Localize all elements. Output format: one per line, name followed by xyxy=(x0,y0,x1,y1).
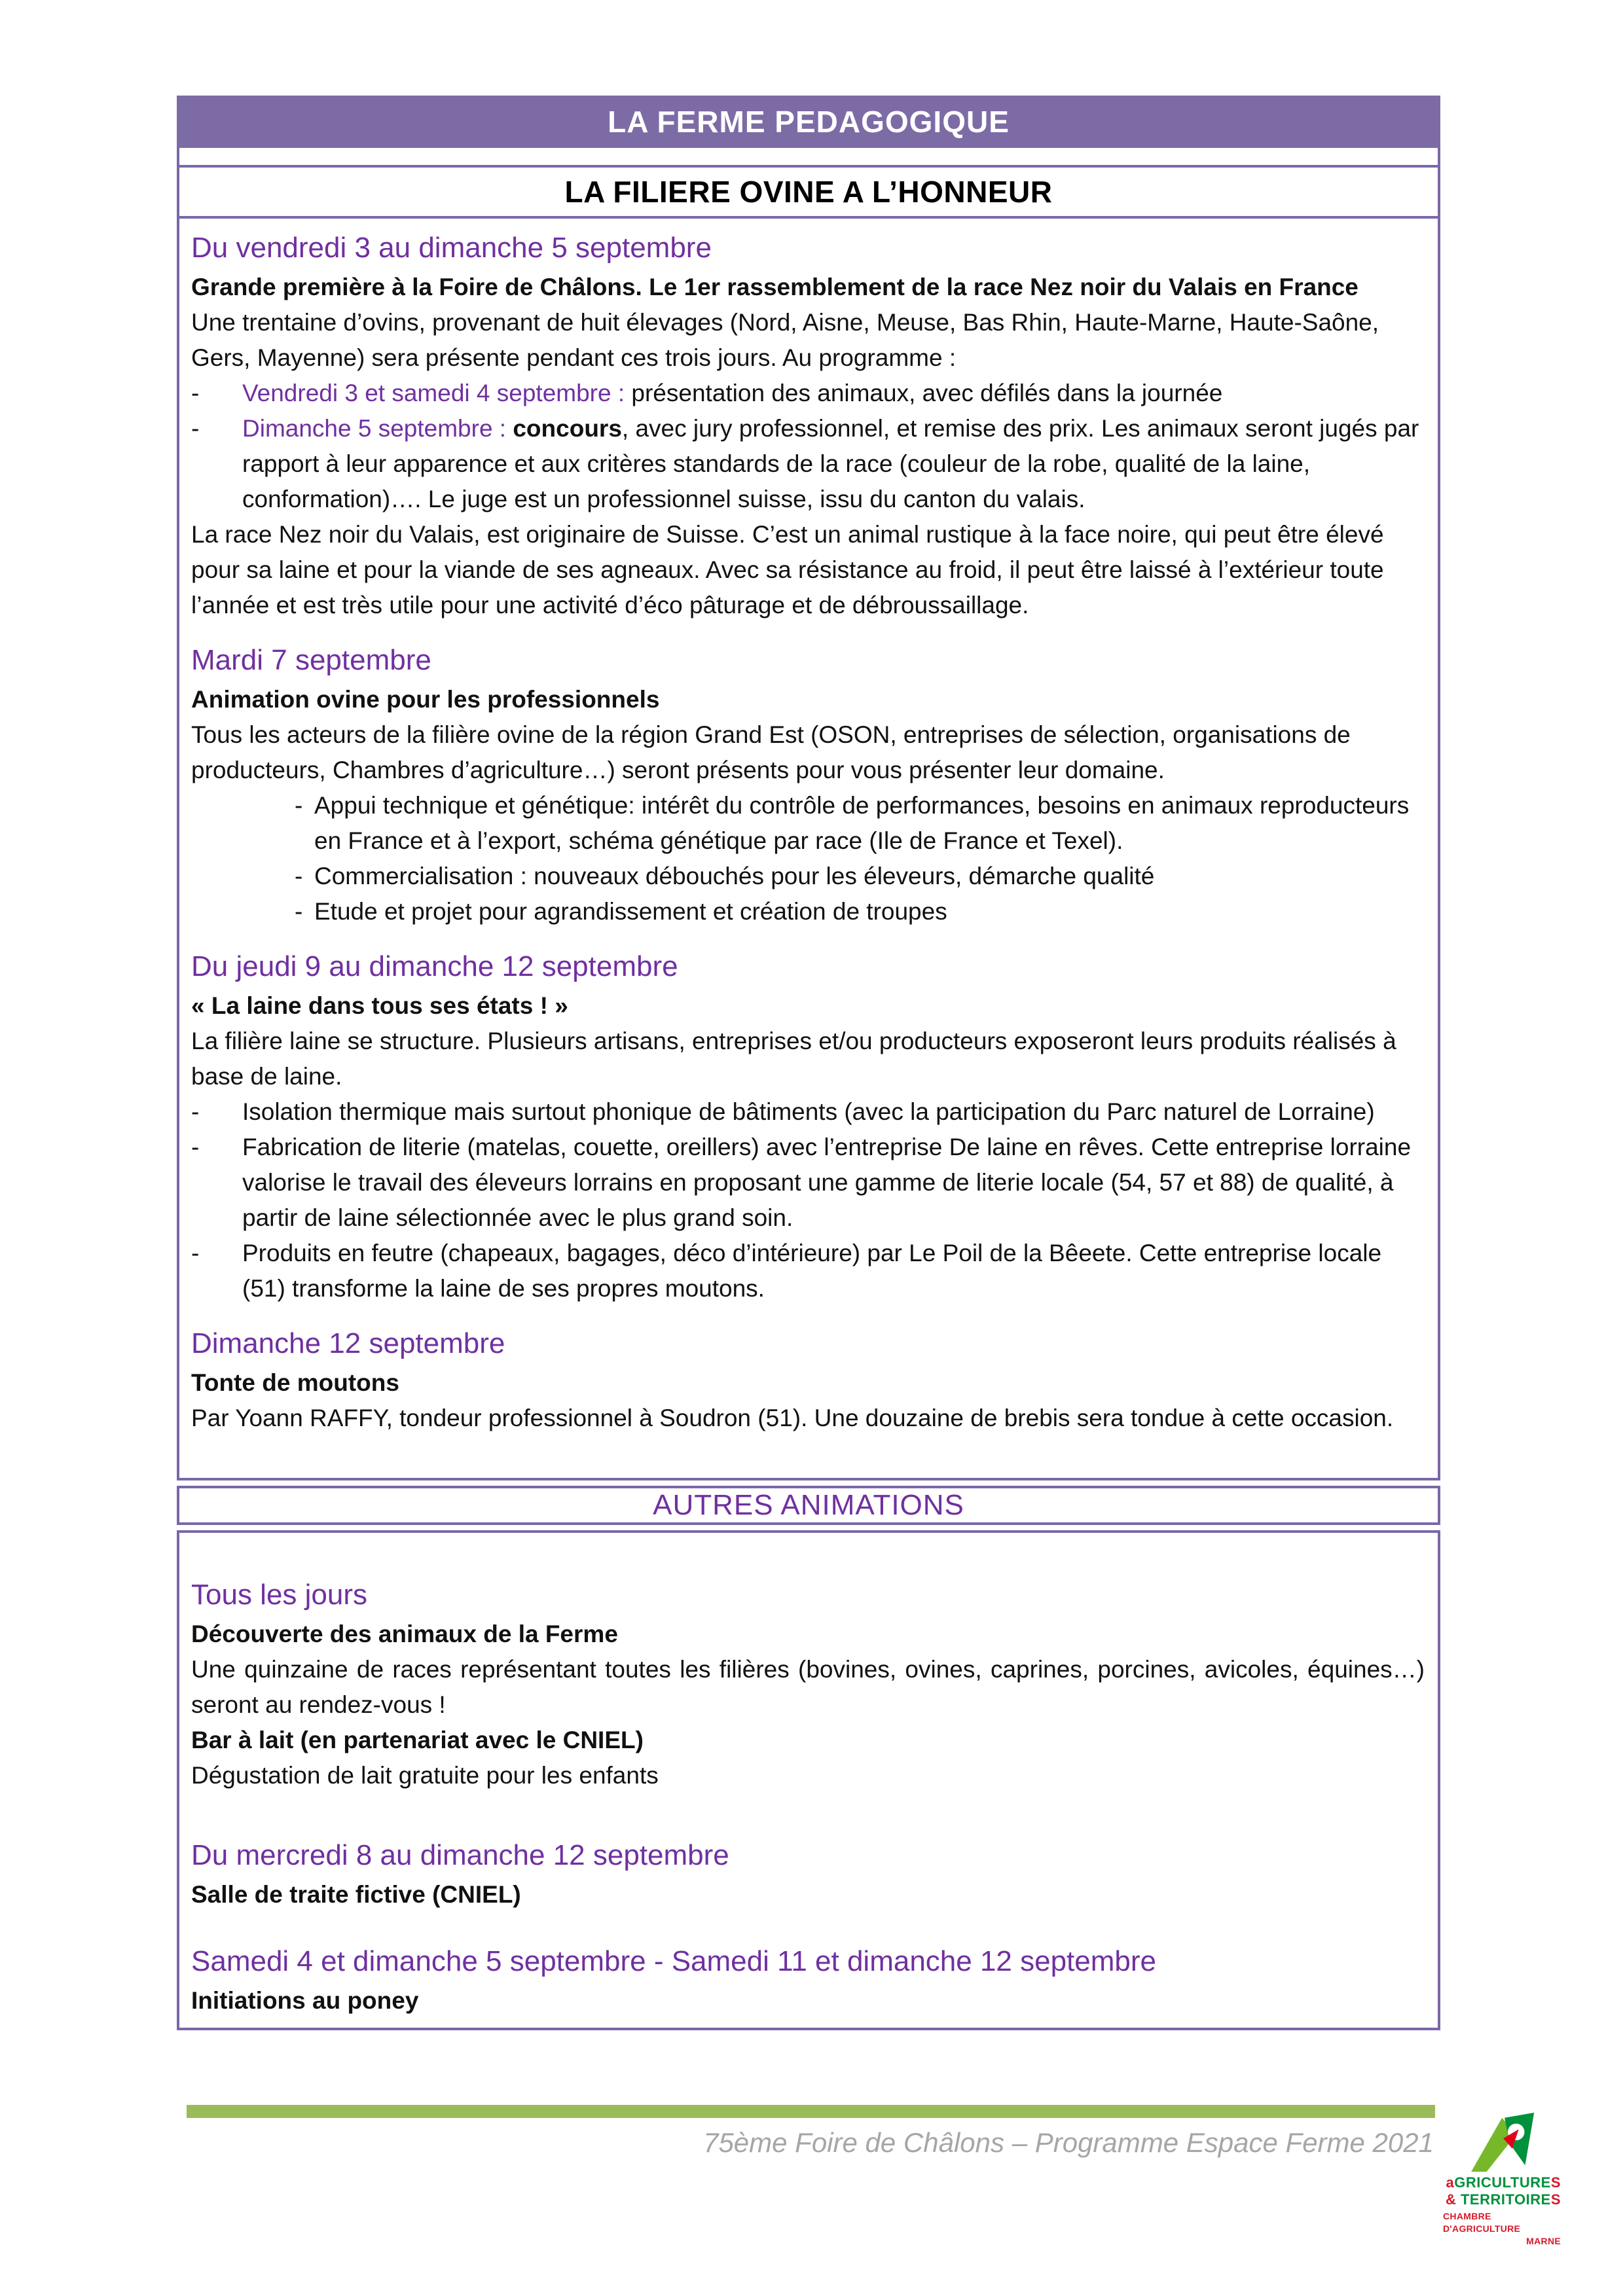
logo-line-territoires xyxy=(1446,2191,1561,2208)
section-heading: Tous les jours xyxy=(191,1579,368,1611)
banner xyxy=(177,96,1440,148)
section-lead: Tonte de moutons xyxy=(191,1369,399,1396)
section-lead: Animation ovine pour les professionnels xyxy=(191,686,660,713)
box-gap xyxy=(177,1525,1440,1530)
list-item xyxy=(191,1094,1425,1130)
bullet-dash: - xyxy=(295,898,303,925)
section-lead: Bar à lait (en partenariat avec le CNIEL) xyxy=(191,1727,644,1753)
org-logo xyxy=(1443,2110,1561,2247)
logo-line-chambre: CHAMBRE D'AGRICULTURE xyxy=(1443,2211,1521,2234)
list-item-text: Isolation thermique mais surtout phonique de bâtiments (avec la participation du Parc naturel de Lorraine) xyxy=(242,1098,1375,1125)
autres-title-row xyxy=(177,1486,1440,1525)
logo-text-run: & xyxy=(1445,2191,1457,2208)
autres-title: AUTRES ANIMATIONS xyxy=(653,1489,964,1521)
logo-line-marne: MARNE xyxy=(1526,2236,1561,2246)
spacer-row xyxy=(177,148,1440,165)
logo-text-run: S xyxy=(1550,2191,1561,2208)
section-heading: Du vendredi 3 au dimanche 5 septembre xyxy=(191,232,712,264)
section-heading: Mardi 7 septembre xyxy=(191,644,431,676)
document-body xyxy=(177,96,1440,2030)
bullet-dash: - xyxy=(191,415,200,442)
section-lead: « La laine dans tous ses états ! » xyxy=(191,992,568,1019)
autres-content-box xyxy=(177,1530,1440,2030)
section-lead: Salle de traite fictive (CNIEL) xyxy=(191,1881,521,1908)
section-heading: Du jeudi 9 au dimanche 12 septembre xyxy=(191,950,678,982)
paragraph: Par Yoann RAFFY, tondeur professionnel à Soudron (51). Une douzaine de brebis sera tondue à cette occasion. xyxy=(191,1405,1394,1431)
section-lead: Initiations au poney xyxy=(191,1987,419,2014)
bullet-dash: - xyxy=(191,1134,200,1160)
list-item-lead: Vendredi 3 et samedi 4 septembre : xyxy=(242,380,632,406)
section-lead: Grande première à la Foire de Châlons. Le 1er rassemblement de la race Nez noir du Valais en France xyxy=(191,274,1359,300)
list-item xyxy=(191,411,1425,517)
banner-title: LA FERME PEDAGOGIQUE xyxy=(608,105,1010,139)
paragraph: Une quinzaine de races représentant toutes les filières (bovines, ovines, caprines, porcines, avicoles, équines…) seront au rendez-vous ! xyxy=(191,1656,1425,1718)
footer-caption: 75ème Foire de Châlons – Programme Espace Ferme 2021 xyxy=(703,2127,1434,2158)
ovine-title: LA FILIERE OVINE A L’HONNEUR xyxy=(564,175,1053,209)
logo-line-agricultures xyxy=(1446,2174,1561,2191)
list-item xyxy=(295,788,1425,859)
list-item-lead: Dimanche 5 septembre : xyxy=(242,415,513,442)
logo-text-run: GRICULTURE xyxy=(1454,2174,1551,2191)
box-gap xyxy=(177,1480,1440,1486)
list-item xyxy=(191,1236,1425,1306)
list-item xyxy=(191,1130,1425,1236)
paragraph: La race Nez noir du Valais, est originaire de Suisse. C’est un animal rustique à la face noire, qui peut être élevé pour sa laine et pour la viande de ses agneaux. Avec sa résistance au froid, il peut être laissé à l’extérieur toute l’année et est très utile pour une activité d’éco pâturage et de débroussaillage. xyxy=(191,521,1384,619)
footer-divider-bar xyxy=(187,2105,1435,2118)
logo-text-run: S xyxy=(1550,2174,1561,2191)
logo-text-run: a xyxy=(1446,2174,1455,2191)
ovine-content-box xyxy=(177,219,1440,1480)
paragraph: La filière laine se structure. Plusieurs artisans, entreprises et/ou producteurs exposeront leurs produits réalisés à base de laine. xyxy=(191,1028,1396,1090)
section-lead: Découverte des animaux de la Ferme xyxy=(191,1621,618,1647)
chamber-agriculture-logo-icon xyxy=(1467,2110,1550,2174)
bullet-dash: - xyxy=(295,792,303,819)
list-item-text: , avec jury professionnel, et remise des prix. Les animaux seront jugés par rapport à leur apparence et aux critères standards de la race (couleur de la robe, qualité de la laine, conformation)…. Le juge est un professionnel suisse, issu du canton du valais. xyxy=(242,415,1419,512)
list-item-bold: concours xyxy=(513,415,622,442)
sub-list xyxy=(295,788,1425,929)
paragraph: Une trentaine d’ovins, provenant de huit élevages (Nord, Aisne, Meuse, Bas Rhin, Haute-Marne, Haute-Saône, Gers, Mayenne) sera présente pendant ces trois jours. Au programme : xyxy=(191,309,1379,371)
bullet-dash: - xyxy=(295,863,303,889)
list-item xyxy=(295,859,1425,894)
bullet-dash: - xyxy=(191,380,200,406)
list-item xyxy=(191,376,1425,411)
list-item-text: Etude et projet pour agrandissement et création de troupes xyxy=(314,898,947,925)
section-heading: Dimanche 12 septembre xyxy=(191,1327,505,1359)
bullet-dash: - xyxy=(191,1240,200,1266)
list-item-text: Produits en feutre (chapeaux, bagages, déco d’intérieure) par Le Poil de la Bêeete. Cette entreprise locale (51) transforme la laine de ses propres moutons. xyxy=(242,1240,1382,1302)
list-item xyxy=(295,894,1425,929)
section-heading: Samedi 4 et dimanche 5 septembre - Samedi 11 et dimanche 12 septembre xyxy=(191,1945,1156,1977)
list-item-text: présentation des animaux, avec défilés dans la journée xyxy=(631,380,1223,406)
ovine-title-row xyxy=(177,165,1440,219)
paragraph: Dégustation de lait gratuite pour les enfants xyxy=(191,1762,659,1789)
bullet-dash: - xyxy=(191,1098,200,1125)
section-heading: Du mercredi 8 au dimanche 12 septembre xyxy=(191,1839,729,1871)
list-item-text: Commercialisation : nouveaux débouchés pour les éleveurs, démarche qualité xyxy=(314,863,1155,889)
list-item-text: Appui technique et génétique: intérêt du contrôle de performances, besoins en animaux reproducteurs en France et à l’export, schéma génétique par race (Ile de France et Texel). xyxy=(314,792,1410,854)
paragraph: Tous les acteurs de la filière ovine de la région Grand Est (OSON, entreprises de sélection, organisations de producteurs, Chambres d’agriculture…) seront présents pour vous présenter leur domaine. xyxy=(191,721,1351,783)
logo-text-run: TERRITOIRE xyxy=(1456,2191,1551,2208)
list-item-text: Fabrication de literie (matelas, couette, oreillers) avec l’entreprise De laine en rêves. Cette entreprise lorraine valorise le travail des éleveurs lorrains en proposant une gamme de literie locale (54, 57 et 88) de qualité, à partir de laine sélectionnée avec le plus grand soin. xyxy=(242,1134,1412,1231)
